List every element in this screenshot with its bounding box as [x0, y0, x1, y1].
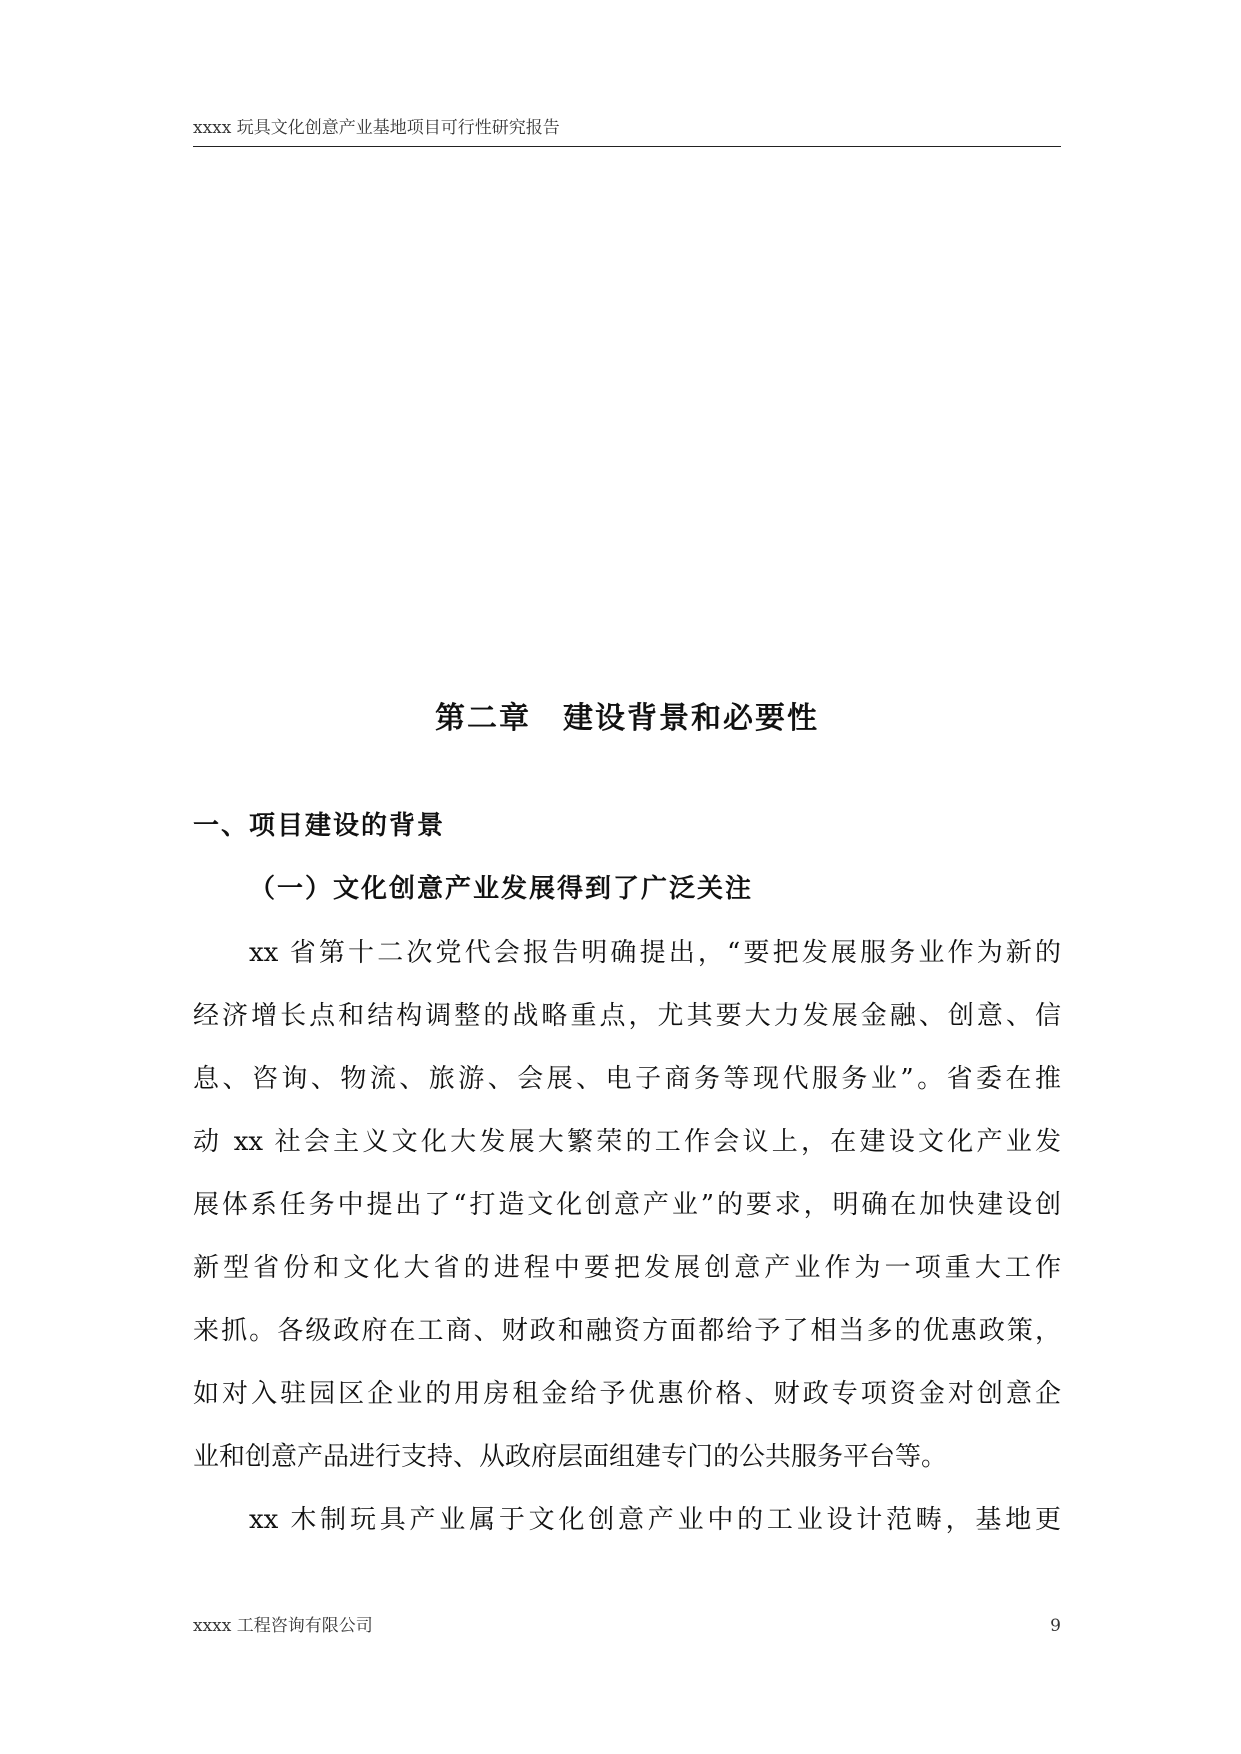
- running-header: xxxx 玩具文化创意产业基地项目可行性研究报告: [193, 116, 1061, 147]
- body-line: 展体系任务中提出了“打造文化创意产业”的要求，明确在加快建设创: [193, 1190, 1061, 1220]
- page-number: 9: [1050, 1616, 1061, 1636]
- body-line: 业和创意产品进行支持、从政府层面组建专门的公共服务平台等。: [193, 1442, 948, 1472]
- section-heading: 一、项目建设的背景: [193, 811, 446, 841]
- chapter-title: 第二章 建设背景和必要性: [435, 701, 819, 736]
- body-line: 动 xx 社会主义文化大发展大繁荣的工作会议上，在建设文化产业发: [193, 1127, 1061, 1157]
- body-line: xx 木制玩具产业属于文化创意产业中的工业设计范畴，基地更: [249, 1505, 1061, 1535]
- body-line: 经济增长点和结构调整的战略重点，尤其要大力发展金融、创意、信: [193, 1001, 1061, 1031]
- running-footer: xxxx 工程咨询有限公司: [193, 1616, 373, 1636]
- body-line: 息、咨询、物流、旅游、会展、电子商务等现代服务业”。省委在推: [193, 1064, 1061, 1094]
- body-line: 来抓。各级政府在工商、财政和融资方面都给予了相当多的优惠政策，: [193, 1316, 1061, 1346]
- body-line: 如对入驻园区企业的用房租金给予优惠价格、财政专项资金对创意企: [193, 1379, 1061, 1409]
- subsection-heading: （一）文化创意产业发展得到了广泛关注: [249, 874, 754, 904]
- body-line: xx 省第十二次党代会报告明确提出，“要把发展服务业作为新的: [249, 938, 1061, 968]
- body-line: 新型省份和文化大省的进程中要把发展创意产业作为一项重大工作: [193, 1253, 1061, 1283]
